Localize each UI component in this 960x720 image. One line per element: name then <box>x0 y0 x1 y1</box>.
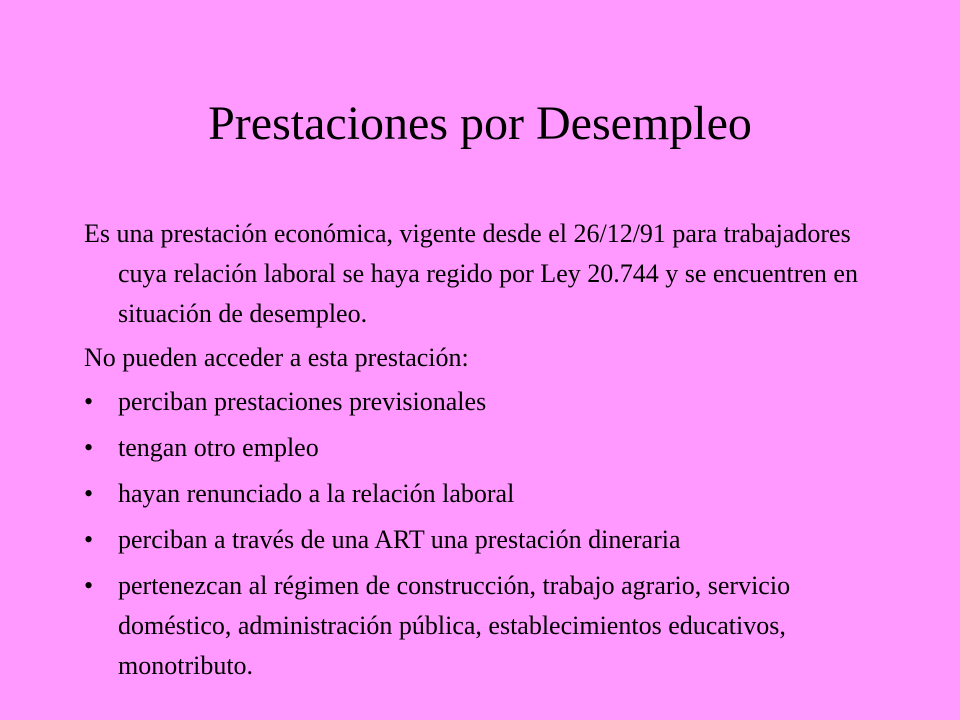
bullet-icon: • <box>84 387 94 416</box>
list-item <box>84 428 884 468</box>
list-item-text: pertenezcan al régimen de construcción, trabajo agrario, servicio doméstico, administración pública, establecimientos educativos, monotributo. <box>118 571 791 680</box>
list-item <box>84 474 884 514</box>
list-item <box>84 520 884 560</box>
exclusion-list <box>84 382 884 686</box>
slide-title: Prestaciones por Desempleo <box>208 97 752 150</box>
list-item-text: hayan renunciado a la relación laboral <box>118 479 515 508</box>
list-item <box>84 566 884 686</box>
list-item-text: perciban a través de una ART una prestación dineraria <box>118 525 681 554</box>
list-item-text: tengan otro empleo <box>118 433 319 462</box>
slide-body <box>84 214 884 692</box>
bullet-icon: • <box>84 525 94 554</box>
bullet-icon: • <box>84 571 94 600</box>
intro-paragraph: Es una prestación económica, vigente desde el 26/12/91 para trabajadores cuya relación laboral se haya regido por Ley 20.744 y se encuentren en situación de desempleo. <box>84 219 858 328</box>
lead-paragraph: No pueden acceder a esta prestación: <box>84 343 469 372</box>
bullet-icon: • <box>84 479 94 508</box>
list-item-text: perciban prestaciones previsionales <box>118 387 487 416</box>
bullet-icon: • <box>84 433 94 462</box>
list-item <box>84 382 884 422</box>
